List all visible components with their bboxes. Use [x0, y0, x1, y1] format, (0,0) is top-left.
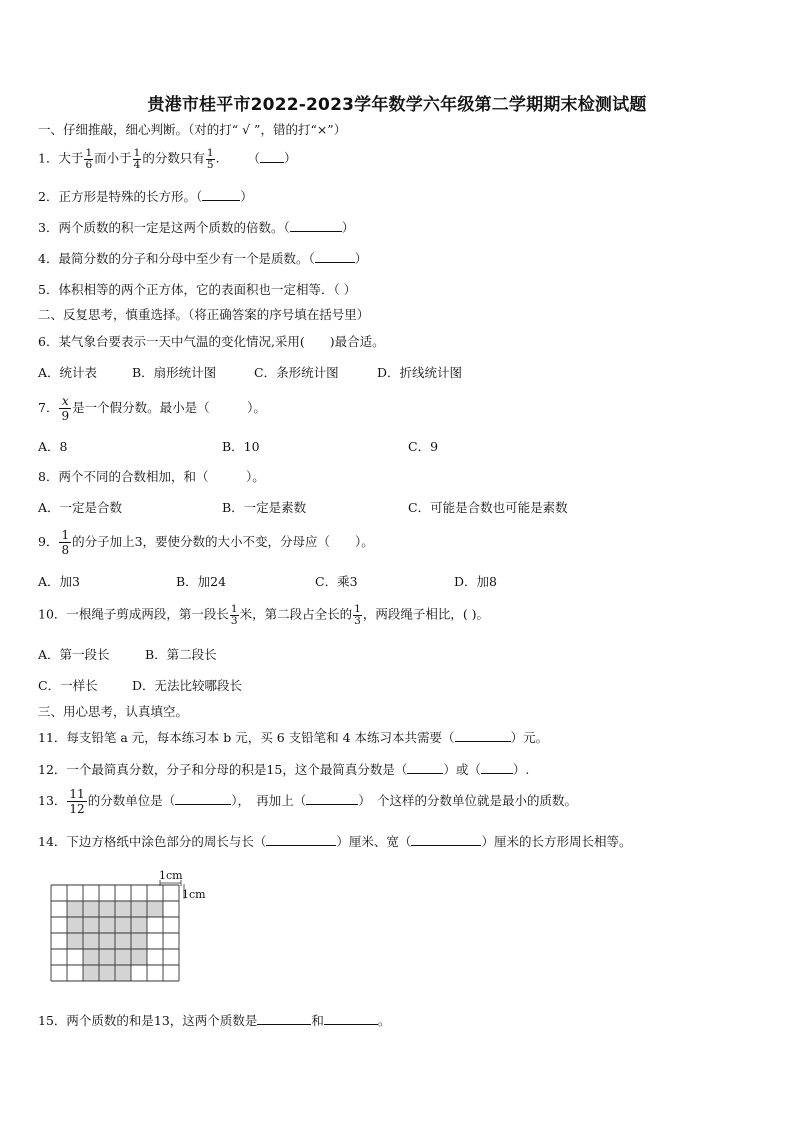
question-14: 14．下边方格纸中涂色部分的周长与长（ ）厘米、宽（ ）厘米的长方形周长相等。 [38, 834, 632, 849]
shaded-cell [67, 917, 83, 933]
fraction: $\frac{1}{3}$ [354, 603, 361, 627]
answer-blank[interactable] [411, 835, 481, 846]
question-7: 7． $\frac{x}{9}$ 是一个假分数。最小是（ ）。 [38, 394, 266, 423]
option[interactable]: D．无法比较哪段长 [132, 678, 243, 693]
answer-blank[interactable] [306, 794, 358, 805]
shaded-cell [115, 965, 131, 981]
fraction: $\frac{1}{4}$ [133, 147, 141, 171]
section-heading-1: 一、仔细推敲，细心判断。（对的打“ √ ”，错的打“×”） [38, 122, 347, 137]
shaded-cell [131, 949, 147, 965]
section-heading-3: 三、用心思考，认真填空。 [38, 704, 189, 719]
shaded-cell [83, 965, 99, 981]
unit-label-vertical: 1cm [182, 888, 206, 901]
answer-blank[interactable] [260, 152, 284, 163]
unit-marker [159, 880, 189, 900]
answer-blank[interactable] [266, 835, 336, 846]
shaded-cell [99, 965, 115, 981]
question-5: 5．体积相等的两个正方体，它的表面积也一定相等．（ ） [38, 282, 357, 297]
shaded-cell [131, 933, 147, 949]
fraction: $\frac{1}{6}$ [85, 147, 93, 171]
shaded-cell [115, 901, 131, 917]
option[interactable]: B．加24 [176, 574, 227, 589]
answer-blank[interactable] [455, 731, 511, 742]
shaded-cell [115, 917, 131, 933]
option[interactable]: C．乘3 [315, 574, 358, 589]
shaded-cell [83, 917, 99, 933]
question-13: 13． $\frac{11}{12}$ 的分数单位是（ ）， 再加上（ ） 个这样的分数单位就是最小的质数。 [38, 787, 577, 816]
shaded-cell [99, 949, 115, 965]
section-heading-2: 二、反复思考，慎重选择。（将正确答案的序号填在括号里） [38, 307, 370, 322]
answer-blank[interactable] [175, 794, 231, 805]
answer-blank[interactable] [290, 221, 342, 232]
shaded-cell [147, 901, 163, 917]
answer-blank[interactable] [407, 763, 443, 774]
question-12: 12．一个最简真分数，分子和分母的积是15，这个最简真分数是（ ）或（ ）. [38, 762, 530, 777]
option[interactable]: B．扇形统计图 [132, 365, 217, 380]
shaded-cell [83, 901, 99, 917]
option[interactable]: B．第二段长 [145, 647, 217, 662]
option[interactable]: C．一样长 [38, 678, 98, 693]
question-11: 11．每支铅笔 a 元，每本练习本 b 元，买 6 支铅笔和 4 本练习本共需要（ ）元。 [38, 730, 549, 745]
shaded-cell [67, 901, 83, 917]
question-10: 10．一根绳子剪成两段，第一段长 $\frac{1}{3}$ 米，第二段占全长的 $\frac{1}{3}$ ，两段绳子相比，( )。 [38, 603, 490, 627]
shaded-cell [67, 933, 83, 949]
fraction: $\frac{1}{5}$ [206, 147, 214, 171]
shaded-cell [99, 933, 115, 949]
answer-blank[interactable] [315, 252, 355, 263]
option[interactable]: C．条形统计图 [254, 365, 339, 380]
question-9: 9． $\frac{1}{8}$ 的分子加上3，要使分数的大小不变，分母应（ ）。 [38, 528, 374, 557]
answer-blank[interactable] [257, 1014, 311, 1025]
option[interactable]: A．一定是合数 [38, 500, 123, 515]
question-6: 6．某气象台要表示一天中气温的变化情况,采用( )最合适。 [38, 334, 385, 349]
shaded-cell [99, 917, 115, 933]
unit-label-horizontal: 1cm [159, 869, 183, 882]
option[interactable]: B．10 [222, 439, 260, 454]
shaded-cell [131, 901, 147, 917]
question-1: 1．大于 $\frac{1}{6}$ 而小于 $\frac{1}{4}$ 的分数只有 $\frac{1}{5}$ . （ ） [38, 147, 297, 171]
answer-blank[interactable] [324, 1014, 378, 1025]
shaded-cell [83, 949, 99, 965]
answer-blank[interactable] [481, 763, 513, 774]
answer-blank[interactable] [202, 190, 240, 201]
shaded-cell [115, 949, 131, 965]
fraction: $\frac{11}{12}$ [69, 787, 85, 816]
fraction: $\frac{x}{9}$ [61, 394, 70, 423]
fraction: $\frac{1}{8}$ [61, 528, 70, 557]
option[interactable]: D．折线统计图 [377, 365, 463, 380]
option[interactable]: C．可能是合数也可能是素数 [408, 500, 568, 515]
option[interactable]: C．9 [408, 439, 439, 454]
option[interactable]: A．8 [38, 439, 68, 454]
shaded-cell [83, 933, 99, 949]
fraction: $\frac{1}{3}$ [230, 603, 238, 627]
question-4: 4．最简分数的分子和分母中至少有一个是质数。（ ） [38, 251, 368, 266]
option[interactable]: A．第一段长 [38, 647, 110, 662]
question-3: 3．两个质数的积一定是这两个质数的倍数。（ ） [38, 220, 355, 235]
shaded-cell [99, 901, 115, 917]
page-title: 贵港市桂平市2022-2023学年数学六年级第二学期期末检测试题 [147, 95, 647, 115]
shaded-cell [115, 933, 131, 949]
question-2: 2．正方形是特殊的长方形。（ ） [38, 189, 253, 204]
question-8: 8．两个不同的合数相加，和（ ）。 [38, 469, 265, 484]
option[interactable]: D．加8 [454, 574, 497, 589]
option[interactable]: A．统计表 [38, 365, 98, 380]
shaded-cell [131, 917, 147, 933]
option[interactable]: B．一定是素数 [222, 500, 307, 515]
option[interactable]: A．加3 [38, 574, 80, 589]
question-15: 15．两个质数的和是13，这两个质数是 和 。 [38, 1013, 391, 1028]
